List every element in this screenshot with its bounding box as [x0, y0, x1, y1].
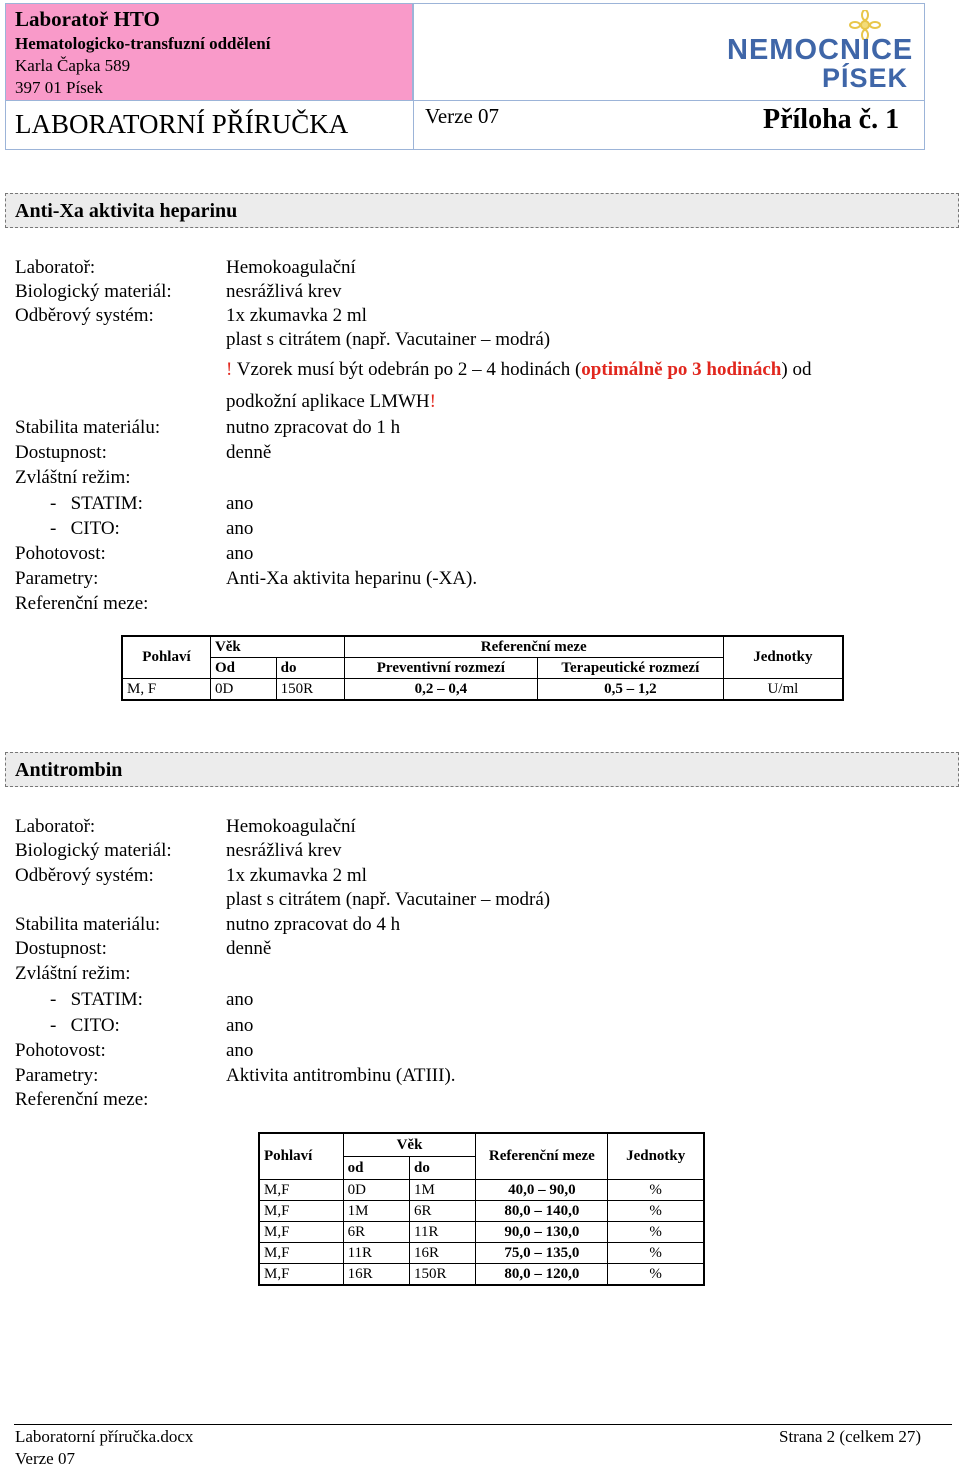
label-laboratory: Laboratoř: — [15, 257, 96, 278]
label-material: Biologický materiál: — [15, 840, 172, 861]
label-system: Odběrový systém: — [15, 305, 154, 326]
value-system-1: 1x zkumavka 2 ml — [226, 865, 367, 886]
warning-line-2 — [226, 390, 436, 414]
cell-units: % — [608, 1222, 704, 1243]
warning-text-line2: podkožní aplikace LMWH — [226, 391, 430, 412]
cell-from: 16R — [343, 1264, 409, 1286]
street-address: Karla Čapka 589 — [15, 56, 131, 75]
cell-units: % — [608, 1243, 704, 1264]
label-system: Odběrový systém: — [15, 865, 154, 886]
value-standby: ano — [226, 1040, 254, 1061]
label-special: Zvláštní režim: — [15, 963, 131, 984]
version-label: Verze 07 — [425, 104, 500, 128]
warning-text-post: ) od — [781, 359, 812, 380]
th-from: Od — [210, 658, 276, 679]
label-reference: Referenční meze: — [15, 593, 149, 614]
value-stability: nutno zpracovat do 4 h — [226, 914, 401, 935]
footer-filename: Laboratorní příručka.docx — [15, 1427, 194, 1446]
value-material: nesrážlivá krev — [226, 840, 342, 861]
cell-preventive: 0,2 – 0,4 — [344, 679, 537, 701]
cell-to: 16R — [410, 1243, 476, 1264]
cell-therapeutic: 0,5 – 1,2 — [537, 679, 723, 701]
value-system-2: plast s citrátem (např. Vacutainer – modrá) — [226, 329, 551, 350]
warning-line — [226, 358, 811, 382]
value-availability: denně — [226, 442, 272, 463]
value-statim: ano — [226, 989, 254, 1010]
th-to: do — [276, 658, 344, 679]
cell-from: 11R — [343, 1243, 409, 1264]
th-sex: Pohlaví — [122, 636, 210, 679]
cell-from: 0D — [343, 1180, 409, 1201]
th-reference: Referenční meze — [476, 1133, 608, 1180]
section-title: Anti-Xa aktivita heparinu — [15, 200, 238, 222]
th-reference: Referenční meze — [344, 636, 723, 658]
cell-sex: M,F — [259, 1264, 343, 1286]
label-cito: - CITO: — [50, 1015, 120, 1036]
cell-sex: M, F — [122, 679, 210, 701]
cell-units: % — [608, 1201, 704, 1222]
cell-to: 150R — [410, 1264, 476, 1286]
table-row — [259, 1180, 704, 1201]
cell-reference: 40,0 – 90,0 — [476, 1180, 608, 1201]
label-stability: Stabilita materiálu: — [15, 417, 161, 438]
label-stability: Stabilita materiálu: — [15, 914, 161, 935]
value-stability: nutno zpracovat do 1 h — [226, 417, 401, 438]
cell-from: 6R — [343, 1222, 409, 1243]
cell-units: U/ml — [723, 679, 843, 701]
warning-end-mark: ! — [429, 391, 436, 412]
section-title: Antitrombin — [15, 759, 123, 781]
cell-sex: M,F — [259, 1180, 343, 1201]
footer-version: Verze 07 — [15, 1449, 75, 1468]
cell-units: % — [608, 1264, 704, 1286]
label-availability: Dostupnost: — [15, 442, 107, 463]
value-cito: ano — [226, 1015, 254, 1036]
cell-to: 1M — [410, 1180, 476, 1201]
table-row — [259, 1243, 704, 1264]
logo-text-pisek: PÍSEK — [822, 63, 909, 93]
th-units: Jednotky — [608, 1133, 704, 1180]
table-row — [259, 1201, 704, 1222]
cell-reference: 75,0 – 135,0 — [476, 1243, 608, 1264]
th-units: Jednotky — [723, 636, 843, 679]
warning-mark: ! — [226, 359, 233, 380]
th-age: Věk — [343, 1133, 476, 1157]
warning-text-pre: Vzorek musí být odebrán po 2 – 4 hodinách ( — [232, 359, 582, 380]
label-availability: Dostupnost: — [15, 938, 107, 959]
department-name: Hematologicko-transfuzní oddělení — [15, 34, 271, 53]
table-row — [259, 1264, 704, 1286]
th-preventive: Preventivní rozmezí — [344, 658, 537, 679]
th-from: od — [343, 1157, 409, 1180]
table-row — [122, 679, 843, 701]
value-cito: ano — [226, 518, 254, 539]
document-title: LABORATORNÍ PŘÍRUČKA — [15, 109, 349, 139]
cell-reference: 90,0 – 130,0 — [476, 1222, 608, 1243]
table-row — [259, 1222, 704, 1243]
label-statim: - STATIM: — [50, 493, 143, 514]
value-laboratory: Hemokoagulační — [226, 257, 356, 278]
reference-table-antitrombin — [258, 1132, 705, 1286]
city-address: 397 01 Písek — [15, 78, 103, 97]
label-laboratory: Laboratoř: — [15, 816, 96, 837]
value-system-2: plast s citrátem (např. Vacutainer – modrá) — [226, 889, 551, 910]
th-therapeutic: Terapeutické rozmezí — [537, 658, 723, 679]
appendix-label: Příloha č. 1 — [763, 104, 900, 135]
label-standby: Pohotovost: — [15, 543, 106, 564]
cell-from: 1M — [343, 1201, 409, 1222]
footer-page-number: Strana 2 (celkem 27) — [779, 1427, 922, 1446]
th-sex: Pohlaví — [259, 1133, 343, 1180]
lab-name: Laboratoř HTO — [15, 7, 160, 31]
cell-to: 11R — [410, 1222, 476, 1243]
cell-reference: 80,0 – 140,0 — [476, 1201, 608, 1222]
label-special: Zvláštní režim: — [15, 467, 131, 488]
cell-sex: M,F — [259, 1243, 343, 1264]
label-parameters: Parametry: — [15, 568, 99, 589]
cell-to: 150R — [276, 679, 344, 701]
warning-text-bold: optimálně po 3 hodinách — [581, 359, 782, 380]
label-reference: Referenční meze: — [15, 1089, 149, 1110]
label-cito: - CITO: — [50, 518, 120, 539]
cell-units: % — [608, 1180, 704, 1201]
label-statim: - STATIM: — [50, 989, 143, 1010]
value-statim: ano — [226, 493, 254, 514]
value-laboratory: Hemokoagulační — [226, 816, 356, 837]
cell-reference: 80,0 – 120,0 — [476, 1264, 608, 1286]
section-bar-antitrombin — [5, 752, 959, 787]
th-age: Věk — [210, 636, 344, 658]
cell-sex: M,F — [259, 1201, 343, 1222]
footer-divider — [14, 1424, 952, 1425]
value-parameters: Anti-Xa aktivita heparinu (-XA). — [226, 568, 478, 589]
label-standby: Pohotovost: — [15, 1040, 106, 1061]
cell-to: 6R — [410, 1201, 476, 1222]
logo-text-nemocnice: NEMOCNICE — [727, 34, 914, 66]
th-to: do — [410, 1157, 476, 1180]
value-system-1: 1x zkumavka 2 ml — [226, 305, 367, 326]
value-material: nesrážlivá krev — [226, 281, 342, 302]
value-availability: denně — [226, 938, 272, 959]
label-material: Biologický materiál: — [15, 281, 172, 302]
cell-sex: M,F — [259, 1222, 343, 1243]
label-parameters: Parametry: — [15, 1065, 99, 1086]
reference-table-anti-xa — [121, 635, 844, 701]
cell-from: 0D — [210, 679, 276, 701]
value-parameters: Aktivita antitrombinu (ATIII). — [226, 1065, 456, 1086]
value-standby: ano — [226, 543, 254, 564]
